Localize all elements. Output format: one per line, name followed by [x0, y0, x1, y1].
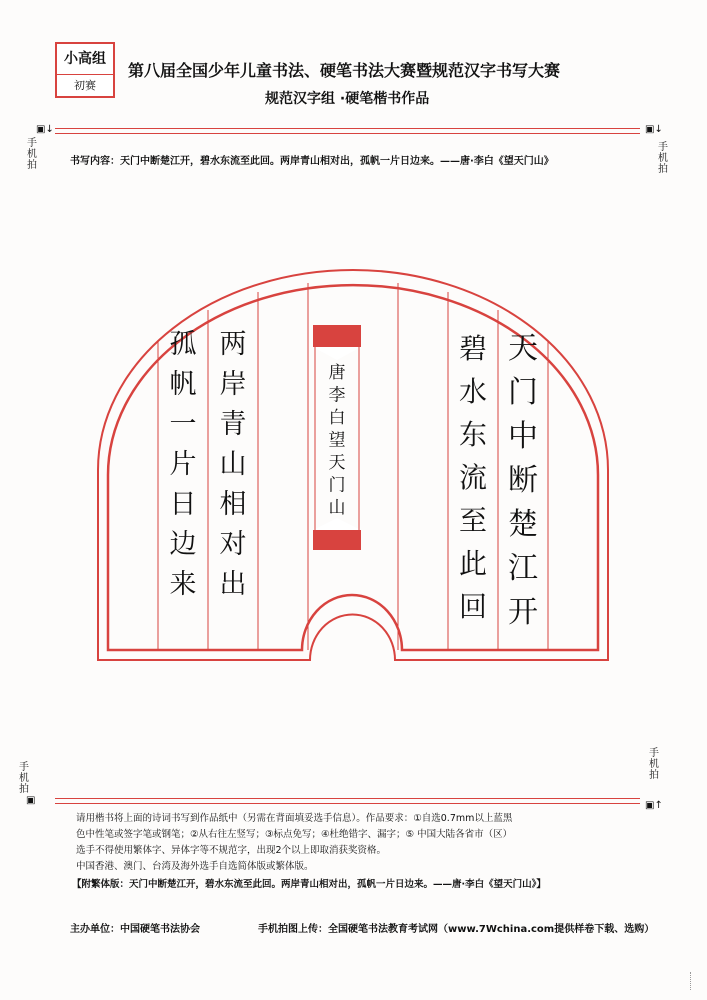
artwork-char: 对	[219, 529, 247, 560]
artwork-char: 片	[169, 449, 197, 480]
artwork-char: 门	[508, 375, 538, 410]
artwork-char: 帆	[169, 369, 197, 400]
artwork-char: 楚	[508, 507, 538, 542]
badge-group-label: 小高组	[57, 44, 113, 75]
artwork-char: 开	[508, 595, 538, 630]
artwork-char: 至	[458, 504, 488, 537]
artwork-char: 水	[458, 375, 488, 408]
artwork-char: 出	[219, 569, 247, 600]
artwork-char: 山	[328, 498, 346, 518]
scan-edge-mark	[690, 972, 693, 990]
artwork-char: 岸	[219, 369, 247, 400]
artwork-char: 白	[328, 408, 346, 428]
artwork-char: 江	[508, 551, 538, 586]
artwork-char: 门	[328, 475, 346, 496]
upload-text: 手机拍图上传：全国硬笔书法教育考试网（www.7Wchina.com提供样卷下载、选购）	[258, 924, 655, 935]
traditional-version-note: 【附繁体版：天门中断楚江开，碧水东流至此回。两岸青山相对出，孤帆一片日边来。——唐·李白《望天门山》】	[72, 879, 546, 890]
artwork-char: 断	[508, 463, 538, 498]
instructions-line-4: 中国香港、澳门、台湾及海外选手自选简体版或繁体版。	[76, 861, 314, 872]
camera-icon-bottom-left: ▣	[26, 795, 36, 806]
bottom-divider	[55, 798, 640, 804]
artwork-char: 碧	[458, 332, 488, 365]
artwork-char: 回	[458, 590, 488, 623]
instructions-line-3: 选手不得使用繁体字、异体字等不规范字，出现2个以上即取消获奖资格。	[76, 845, 387, 856]
artwork-char: 东	[458, 418, 488, 451]
artwork-char: 日	[169, 489, 197, 520]
artwork-char: 山	[219, 449, 247, 480]
artwork-char: 望	[328, 430, 346, 451]
artwork-char: 天	[508, 331, 538, 366]
camera-icon-bottom-right: ▣↑	[645, 800, 663, 811]
artwork-char: 青	[219, 409, 247, 440]
writing-content: 书写内容：天门中断楚江开，碧水东流至此回。两岸青山相对出，孤帆一片日边来。——唐·李白《望天门山》	[70, 156, 554, 167]
phone-mark-bottom-left: 手 机 拍	[19, 762, 29, 795]
instructions-line-2: 色中性笔或签字笔或钢笔；②从右往左竖写；③标点免写；④杜绝错字、漏字；⑤ 中国大陆各省市（区）	[76, 829, 513, 840]
phone-mark-bottom-right: 手 机 拍	[649, 748, 659, 781]
artwork-char: 两	[219, 329, 247, 360]
phone-mark-top-left: 手 机 拍	[27, 138, 37, 171]
organizer-text: 主办单位：中国硬笔书法协会	[70, 924, 200, 935]
page-title: 第八届全国少年儿童书法、硬笔书法大赛暨规范汉字书写大赛	[128, 61, 561, 80]
artwork-char: 相	[219, 489, 247, 520]
page-subtitle: 规范汉字组 ·硬笔楷书作品	[265, 91, 430, 107]
artwork-char: 流	[458, 461, 488, 494]
artwork-char: 孤	[169, 329, 197, 360]
artwork-char: 唐	[328, 363, 346, 383]
camera-icon-top-left: ▣↓	[36, 124, 54, 135]
artwork-char: 天	[328, 453, 346, 473]
artwork-char: 边	[169, 529, 197, 560]
phone-mark-top-right: 手 机 拍	[658, 142, 668, 175]
artwork-char: 来	[169, 569, 197, 600]
artwork-char: 李	[328, 385, 346, 406]
artwork-char: 一	[169, 409, 197, 440]
instructions-line-1: 请用楷书将上面的诗词书写到作品纸中（另需在背面填妥选手信息）。作品要求：①自选0.7mm以上蓝黑	[76, 813, 513, 824]
artwork-char: 中	[508, 419, 538, 454]
artwork-char: 此	[458, 547, 488, 580]
badge-stage-label: 初赛	[74, 79, 96, 92]
camera-icon-top-right: ▣↓	[645, 124, 663, 135]
